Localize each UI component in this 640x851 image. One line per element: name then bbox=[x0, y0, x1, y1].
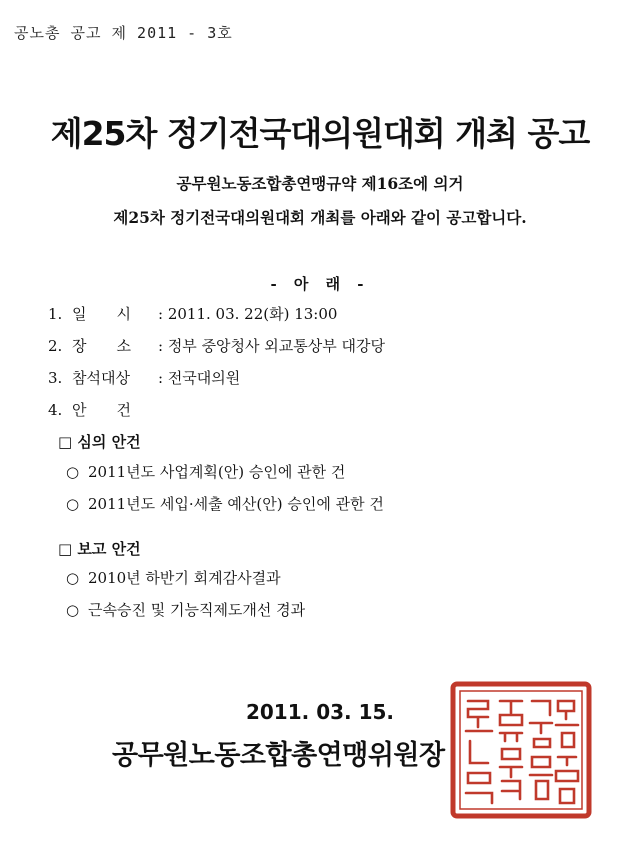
official-seal bbox=[450, 681, 592, 819]
agenda-entry bbox=[66, 599, 305, 620]
agenda-entry bbox=[66, 461, 345, 482]
bullet-circle-icon: ○ bbox=[66, 569, 80, 587]
item-datetime bbox=[48, 303, 337, 324]
item-value: : 정부 중앙청사 외교통상부 대강당 bbox=[158, 337, 385, 355]
agenda-entry-text: 근속승진 및 기능직제도개선 경과 bbox=[88, 601, 306, 619]
signer-name: 공무원노동조합총연맹위원장 bbox=[112, 740, 445, 771]
item-number: 3. bbox=[48, 369, 63, 387]
item-label: 참석대상 bbox=[72, 369, 130, 387]
bullet-circle-icon: ○ bbox=[66, 601, 80, 619]
agenda-entry-text: 2011년도 세입·세출 예산(안) 승인에 관한 건 bbox=[88, 495, 384, 513]
intro-line-2: 제25차 정기전국대의원대회 개최를 아래와 같이 공고합니다. bbox=[113, 208, 527, 227]
item-label: 안 건 bbox=[72, 401, 131, 419]
item-value: : 전국대의원 bbox=[158, 369, 241, 387]
section-deliberation-title: □ 심의 안건 bbox=[58, 433, 141, 451]
item-label: 일 시 bbox=[72, 305, 131, 323]
agenda-entry-text: 2010년 하반기 회계감사결과 bbox=[88, 569, 281, 587]
item-number: 2. bbox=[48, 337, 63, 355]
item-number: 1. bbox=[48, 305, 63, 323]
agenda-entry bbox=[66, 567, 281, 588]
agenda-entry bbox=[66, 493, 384, 514]
item-label: 장 소 bbox=[72, 337, 131, 355]
item-agenda bbox=[48, 399, 158, 420]
bullet-circle-icon: ○ bbox=[66, 495, 80, 513]
document-title: 제25차 정기전국대의원대회 개최 공고 bbox=[50, 114, 590, 153]
item-value: : 2011. 03. 22(화) 13:00 bbox=[158, 305, 338, 323]
item-venue bbox=[48, 335, 385, 356]
document-date: 2011. 03. 15. bbox=[245, 700, 395, 724]
intro-line-1: 공무원노동조합총연맹규약 제16조에 의거 bbox=[176, 174, 464, 193]
agenda-entry-text: 2011년도 사업계획(안) 승인에 관한 건 bbox=[88, 463, 346, 481]
notice-number: 공노총 공고 제 2011 - 3호 bbox=[14, 24, 233, 42]
bullet-circle-icon: ○ bbox=[66, 463, 80, 481]
section-report-title: □ 보고 안건 bbox=[58, 540, 141, 558]
item-attendees bbox=[48, 367, 240, 388]
ahrae-heading: - 아 래 - bbox=[270, 275, 370, 293]
item-number: 4. bbox=[48, 401, 63, 419]
